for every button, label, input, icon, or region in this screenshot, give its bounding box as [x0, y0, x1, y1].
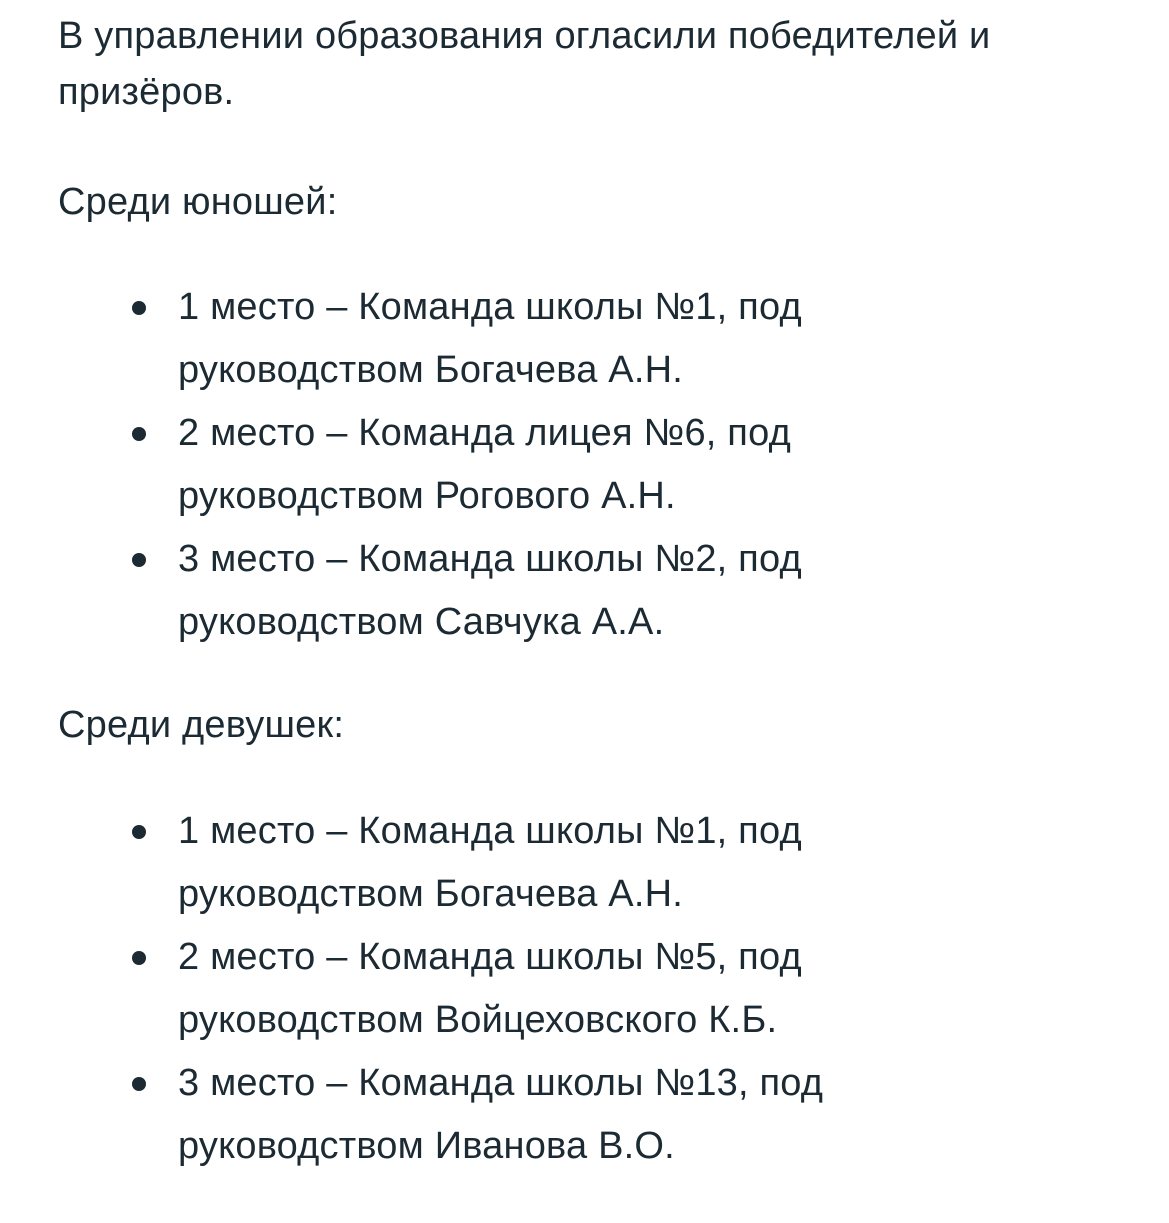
- intro-paragraph: В управлении образования огласили победителей и призёров.: [58, 15, 991, 113]
- bullet-icon: [132, 301, 146, 315]
- list-item: [178, 800, 938, 926]
- list-item: [178, 528, 938, 654]
- list-item: [178, 1052, 938, 1178]
- section-heading-boys: Среди юношей:: [58, 181, 338, 223]
- result-line: руководством Рогового А.Н.: [178, 475, 676, 517]
- result-line: руководством Савчука А.А.: [178, 601, 665, 643]
- result-line: 3 место – Команда школы №2, под: [178, 538, 802, 580]
- result-line: руководством Войцеховского К.Б.: [178, 999, 778, 1041]
- bullet-icon: [132, 825, 146, 839]
- result-line: 1 место – Команда школы №1, под: [178, 286, 802, 328]
- result-line: руководством Богачева А.Н.: [178, 349, 683, 391]
- result-line: руководством Иванова В.О.: [178, 1125, 675, 1167]
- bullet-icon: [132, 427, 146, 441]
- list-item: [178, 926, 938, 1052]
- bullet-icon: [132, 553, 146, 567]
- result-line: 2 место – Команда школы №5, под: [178, 936, 802, 978]
- results-list-boys: [178, 276, 938, 654]
- list-item: [178, 402, 938, 528]
- result-line: 1 место – Команда школы №1, под: [178, 810, 802, 852]
- result-line: 2 место – Команда лицея №6, под: [178, 412, 791, 454]
- results-list-girls: [178, 800, 938, 1178]
- bullet-icon: [132, 1077, 146, 1091]
- section-heading-girls: Среди девушек:: [58, 704, 345, 746]
- result-line: 3 место – Команда школы №13, под: [178, 1062, 824, 1104]
- bullet-icon: [132, 951, 146, 965]
- result-line: руководством Богачева А.Н.: [178, 873, 683, 915]
- list-item: [178, 276, 938, 402]
